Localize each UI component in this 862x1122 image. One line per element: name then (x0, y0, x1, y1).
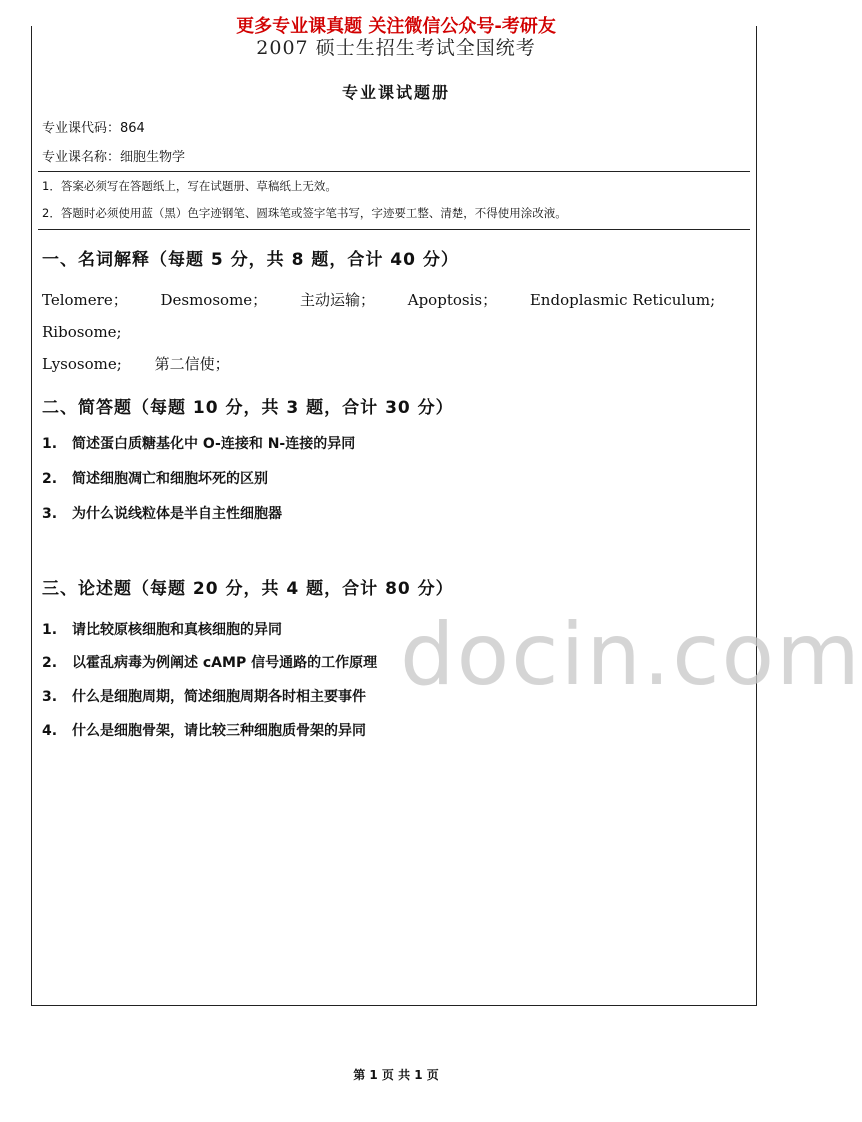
question-item (42, 652, 377, 672)
question-item (42, 468, 268, 488)
course-name-label: 专业课名称： (42, 150, 121, 165)
term-item: Ribosome; (42, 323, 122, 341)
question-text: 请比较原核细胞和真核细胞的异同 (72, 622, 282, 638)
page-frame-left (31, 26, 32, 1006)
question-item (42, 619, 282, 639)
term-item: 第二信使； (154, 355, 230, 373)
question-number: 4. (42, 723, 58, 739)
question-number: 1. (42, 622, 58, 638)
term-item: 主动运输； (299, 291, 375, 309)
section-title-short-answer: 二、简答题（每题 10 分，共 3 题，合计 30 分） (42, 398, 454, 418)
question-item (42, 503, 282, 523)
page-footer: 第 1 页 共 1 页 (353, 1068, 439, 1082)
divider-bottom (38, 229, 750, 230)
question-number: 3. (42, 689, 58, 705)
question-text: 简述蛋白质糖基化中 O-连接和 N-连接的异同 (72, 436, 356, 452)
course-name (42, 146, 185, 165)
question-item (42, 720, 366, 740)
exam-title: 2007 硕士生招生考试全国统考 (256, 37, 536, 59)
term-item: Lysosome; (42, 355, 122, 373)
course-code-label: 专业课代码： (42, 121, 121, 136)
instruction-note: 1．答案必须写在答题纸上，写在试题册、草稿纸上无效。 (42, 179, 337, 193)
page-frame-bottom (31, 1005, 757, 1006)
section-title-terms: 一、名词解释（每题 5 分，共 8 题，合计 40 分） (42, 250, 459, 270)
question-text: 什么是细胞骨架，请比较三种细胞质骨架的异同 (72, 723, 366, 739)
course-code-value: 864 (120, 121, 145, 136)
section-title-essay: 三、论述题（每题 20 分，共 4 题，合计 80 分） (42, 579, 454, 599)
course-code (42, 117, 145, 136)
term-item: Endoplasmic Reticulum; (529, 291, 716, 309)
divider-top (38, 171, 750, 172)
question-number: 3. (42, 506, 58, 522)
question-number: 2. (42, 471, 58, 487)
question-item (42, 686, 366, 706)
page-frame-right (756, 26, 757, 1006)
instruction-note: 2．答题时必须使用蓝（黑）色字迹钢笔、圆珠笔或签字笔书写，字迹要工整、清楚，不得使用涂改液。 (42, 206, 567, 220)
booklet-title: 专业课试题册 (341, 83, 450, 102)
promo-banner: 更多专业课真题 关注微信公众号-考研友 (236, 16, 556, 37)
question-number: 2. (42, 655, 58, 671)
question-text: 为什么说线粒体是半自主性细胞器 (72, 506, 282, 522)
term-list (42, 284, 750, 380)
term-item: Apoptosis； (407, 291, 498, 309)
question-text: 简述细胞凋亡和细胞坏死的区别 (72, 471, 268, 487)
course-name-value: 细胞生物学 (120, 150, 186, 165)
question-number: 1. (42, 436, 58, 452)
question-item (42, 433, 355, 453)
term-item: Telomere； (42, 291, 128, 309)
question-text: 以霍乱病毒为例阐述 cAMP 信号通路的工作原理 (72, 655, 378, 671)
term-item: Desmosome； (160, 291, 268, 309)
question-text: 什么是细胞周期，简述细胞周期各时相主要事件 (72, 689, 366, 705)
watermark: docin.com (400, 605, 862, 705)
